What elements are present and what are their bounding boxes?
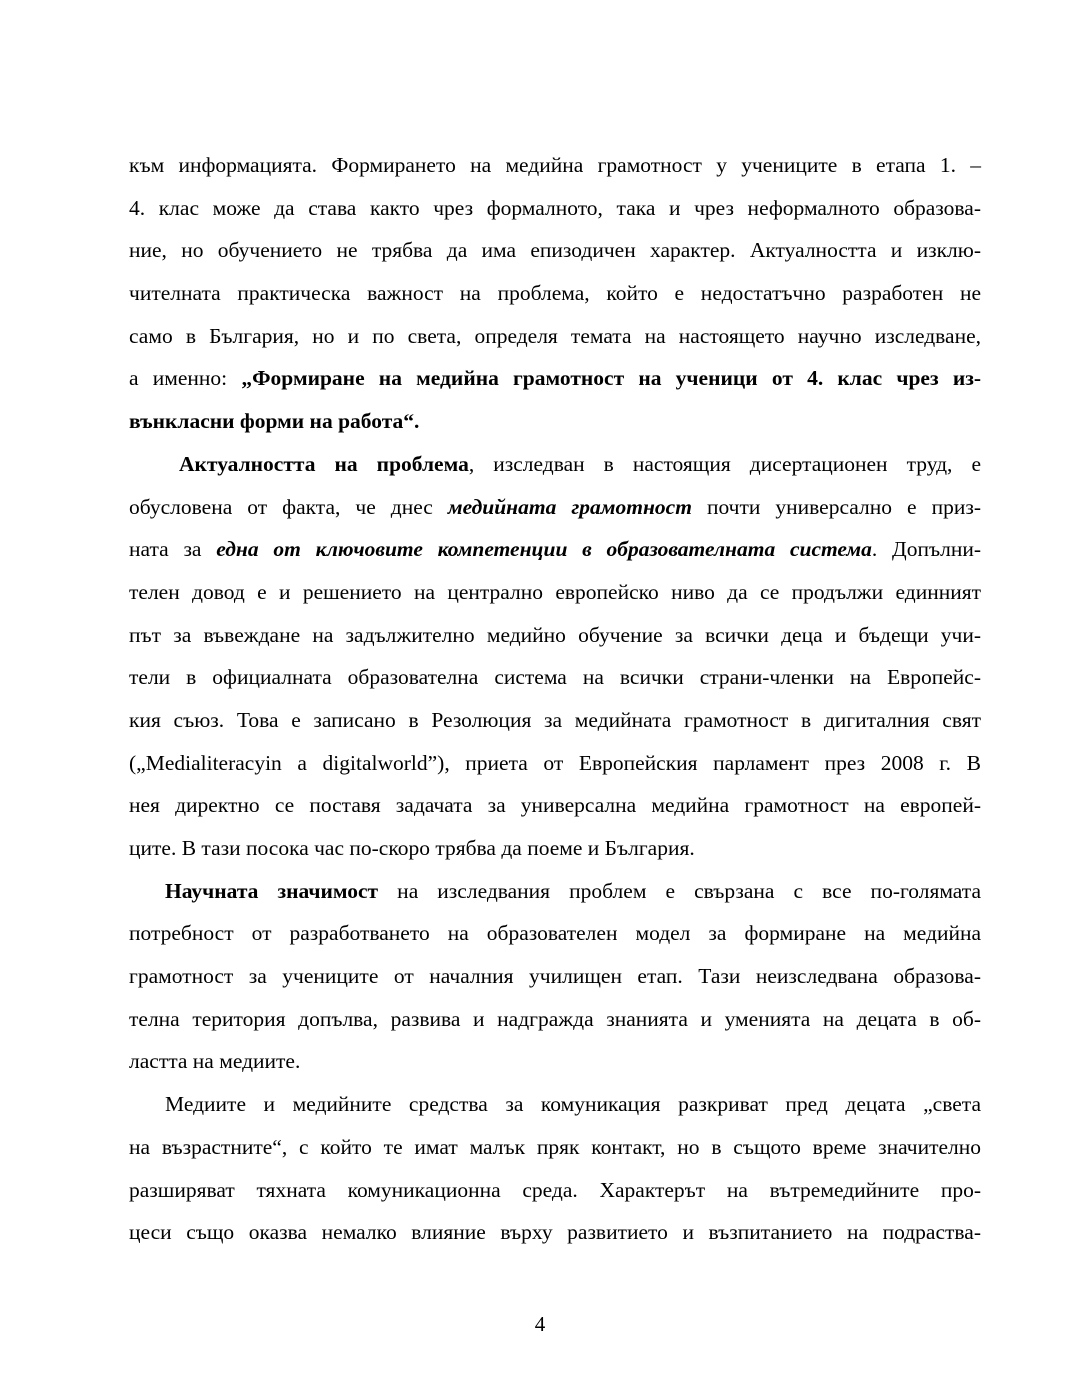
text-line [129, 486, 981, 529]
text-line: на възрастните“, с който те имат малък пряк контакт, но в същото време значително [129, 1134, 981, 1159]
text-line [129, 870, 981, 913]
text-run: почти универсално е приз- [691, 494, 981, 519]
text-line: само в България, но и по света, определя темата на настоящето научно изследване, [129, 323, 981, 348]
text-line: телен довод е и решението на централно европейско ниво да се продължи единният [129, 579, 981, 604]
text-line: кия съюз. Това е записано в Резолюция за медийната грамотност в дигиталния свят [129, 707, 981, 732]
section-term-relevance: Актуалността на проблема [179, 451, 469, 476]
text-line: цеси също оказва немалко влияние върху развитието и възпитанието на подраства- [129, 1220, 981, 1245]
text-line: потребност от разработването на образователен модел за формиране на медийна [129, 921, 981, 946]
body-text [129, 144, 981, 1254]
text-line: нея директно се поставя задачата за универсална медийна грамотност на европей- [129, 793, 981, 818]
text-line: Медиите и медийните средства за комуникация разкриват пред децата „света [165, 1092, 981, 1117]
text-run: , изследван в настоящия дисертационен труд, е [468, 451, 981, 476]
text-line [129, 443, 981, 486]
text-line: ние, но обучението не трябва да има епизодичен характер. Актуалността и изклю- [129, 238, 981, 263]
text-line: път за въвеждане на задължително медийно обучение за всички деца и бъдещи учи- [129, 622, 981, 647]
section-term-significance: Научната значимост [165, 878, 379, 903]
text-line: тели в официалната образователна система на всички страни-членки на Европейс- [129, 665, 981, 690]
text-line: чителната практическа важност на проблема, който е недостатъчно разработен не [129, 281, 981, 306]
text-line [129, 357, 981, 400]
text-line [129, 400, 981, 443]
text-run: на изследвания проблем е свързана с все по-голямата [378, 878, 981, 903]
emphasis-term: една от ключовите компетенции в образователната система [216, 537, 872, 562]
page-number: 4 [534, 1312, 546, 1336]
text-run: ната за [129, 537, 217, 562]
emphasis-term: медийната грамотност [447, 494, 692, 519]
text-line: („Medialiteracyin a digitalworld”), приета от Европейския парламент през 2008 г. В [129, 750, 981, 775]
text-line: към информацията. Формирането на медийна грамотност у учениците в етапа 1. – [129, 153, 981, 177]
text-line: разширяват тяхната комуникационна среда. Характерът на вътремедийните про- [129, 1177, 981, 1202]
text-run: обусловена от факта, че днес [129, 494, 448, 519]
text-line: телна територия допълва, развива и надгражда знанията и уменията на децата в об- [129, 1006, 981, 1031]
thesis-title: „Формиране на медийна грамотност на ученици от 4. клас чрез из- [241, 366, 982, 391]
text-line: грамотност за учениците от началния училищен етап. Тази неизследвана образова- [129, 964, 981, 989]
text-line: 4. клас може да става както чрез формалното, така и чрез неформалното образова- [129, 195, 981, 220]
text-line: ците. В тази посока час по-скоро трябва да поеме и България. [129, 836, 695, 860]
text-line [129, 528, 981, 571]
text-run: а именно: [129, 366, 242, 391]
text-line: ластта на медиите. [129, 1049, 301, 1074]
thesis-title-end: вънкласни форми на работа“. [129, 409, 420, 434]
text-run: . Допълни- [871, 537, 981, 562]
